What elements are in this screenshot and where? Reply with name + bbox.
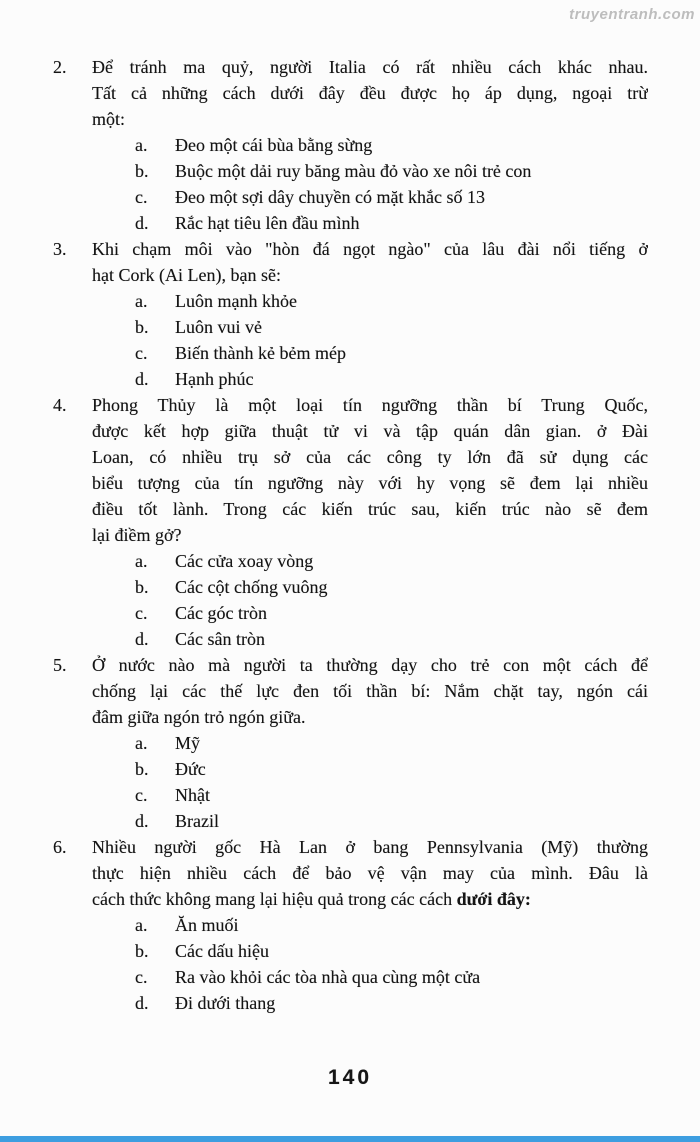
question-options	[135, 730, 648, 834]
option-item	[135, 782, 648, 808]
option-letter: b.	[135, 941, 149, 961]
question-text-line: Để tránh ma quỷ, người Italia có rất nhiều cách khác nhau.	[92, 57, 648, 77]
option-letter: d.	[135, 213, 149, 233]
question-text-line: Loan, có nhiều trụ sở của các công ty lớn đã sử dụng các	[92, 447, 648, 467]
question-item	[53, 392, 648, 652]
option-item	[135, 990, 648, 1016]
question-number: 5.	[53, 655, 67, 675]
question-text-line: thực hiện nhiều cách để bảo vệ vận may của mình. Đâu là	[92, 863, 648, 883]
option-text: Brazil	[175, 811, 219, 831]
option-item	[135, 574, 648, 600]
option-letter: a.	[135, 733, 148, 753]
question-body	[92, 236, 648, 392]
option-letter: a.	[135, 291, 148, 311]
question-text-line: điều tốt lành. Trong các kiến trúc sau, kiến trúc nào sẽ đem	[92, 499, 648, 519]
question-body	[92, 652, 648, 834]
question-options	[135, 548, 648, 652]
question-text-line: Phong Thủy là một loại tín ngưỡng thần bí Trung Quốc,	[92, 395, 648, 415]
option-text: Hạnh phúc	[175, 369, 254, 389]
option-text: Đeo một cái bùa bằng sừng	[175, 135, 373, 155]
option-item	[135, 158, 648, 184]
question-number: 6.	[53, 837, 67, 857]
option-text: Buộc một dải ruy băng màu đỏ vào xe nôi trẻ con	[175, 161, 532, 181]
question-text-line: Ở nước nào mà người ta thường dạy cho trẻ con một cách để	[92, 655, 648, 675]
option-text: Các cửa xoay vòng	[175, 551, 314, 571]
question-number: 4.	[53, 395, 67, 415]
option-item	[135, 912, 648, 938]
option-text: Mỹ	[175, 733, 201, 753]
question-text-line: được kết hợp giữa thuật tử vi và tập quán dân gian. ở Đài	[92, 421, 648, 441]
option-letter: c.	[135, 187, 148, 207]
option-letter: b.	[135, 577, 149, 597]
option-item	[135, 808, 648, 834]
question-number: 3.	[53, 239, 67, 259]
question-text	[92, 834, 648, 912]
page-number: 140	[327, 1066, 373, 1089]
option-text: Luôn mạnh khỏe	[175, 291, 297, 311]
bottom-bar	[0, 1136, 700, 1142]
option-letter: d.	[135, 993, 149, 1013]
question-text-line: lại điềm gở?	[92, 525, 182, 545]
option-item	[135, 314, 648, 340]
option-letter: b.	[135, 161, 149, 181]
question-item	[53, 236, 648, 392]
option-text: Đeo một sợi dây chuyền có mặt khắc số 13	[175, 187, 485, 207]
option-text: Ăn muối	[175, 915, 239, 935]
question-text-line: Tất cả những cách dưới đây đều được họ áp dụng, ngoại trừ	[92, 83, 648, 103]
option-text: Nhật	[175, 785, 210, 805]
option-text: Ra vào khỏi các tòa nhà qua cùng một cửa	[175, 967, 481, 987]
option-letter: b.	[135, 317, 149, 337]
option-text: Rắc hạt tiêu lên đầu mình	[175, 213, 360, 233]
option-text: Các dấu hiệu	[175, 941, 269, 961]
option-letter: d.	[135, 629, 149, 649]
option-text: Đức	[175, 759, 206, 779]
question-item	[53, 652, 648, 834]
question-text	[92, 392, 648, 548]
question-text-line: chống lại các thế lực đen tối thần bí: Nắm chặt tay, ngón cái	[92, 681, 648, 701]
option-letter: d.	[135, 369, 149, 389]
option-item	[135, 730, 648, 756]
question-text-line: đâm giữa ngón trỏ ngón giữa.	[92, 707, 306, 727]
option-letter: c.	[135, 785, 148, 805]
question-body	[92, 54, 648, 236]
option-item	[135, 366, 648, 392]
option-item	[135, 132, 648, 158]
question-text-line: biểu tượng của tín ngưỡng này với hy vọng sẽ đem lại nhiều	[92, 473, 648, 493]
option-letter: c.	[135, 967, 148, 987]
question-list	[53, 54, 648, 1016]
option-letter: a.	[135, 135, 148, 155]
option-text: Các góc tròn	[175, 603, 267, 623]
question-options	[135, 912, 648, 1016]
option-letter: a.	[135, 551, 148, 571]
option-item	[135, 288, 648, 314]
question-item	[53, 54, 648, 236]
question-text-line: Khi chạm môi vào "hòn đá ngọt ngào" của lâu đài nổi tiếng ở	[92, 239, 648, 259]
option-letter: d.	[135, 811, 149, 831]
question-body	[92, 834, 648, 1016]
option-letter: c.	[135, 343, 148, 363]
question-text	[92, 236, 648, 288]
question-text	[92, 652, 648, 730]
question-text-line: cách thức không mang lại hiệu quả trong các cách dưới đây:	[92, 889, 531, 909]
question-options	[135, 132, 648, 236]
question-text-line: Nhiều người gốc Hà Lan ở bang Pennsylvania (Mỹ) thường	[92, 837, 648, 857]
question-number: 2.	[53, 57, 67, 77]
option-letter: b.	[135, 759, 149, 779]
option-text: Luôn vui vẻ	[175, 317, 262, 337]
option-text: Các cột chống vuông	[175, 577, 328, 597]
option-letter: c.	[135, 603, 148, 623]
question-body	[92, 392, 648, 652]
option-text: Đi dưới thang	[175, 993, 276, 1013]
option-item	[135, 600, 648, 626]
option-item	[135, 938, 648, 964]
question-options	[135, 288, 648, 392]
watermark: truyentranh.com	[569, 6, 695, 23]
option-item	[135, 964, 648, 990]
option-letter: a.	[135, 915, 148, 935]
option-item	[135, 626, 648, 652]
option-item	[135, 756, 648, 782]
option-text: Các sân tròn	[175, 629, 265, 649]
question-text-line: một:	[92, 109, 126, 129]
option-item	[135, 340, 648, 366]
option-item	[135, 210, 648, 236]
option-item	[135, 184, 648, 210]
option-text: Biến thành kẻ bẻm mép	[175, 343, 346, 363]
option-item	[135, 548, 648, 574]
question-item	[53, 834, 648, 1016]
question-text	[92, 54, 648, 132]
question-text-line: hạt Cork (Ai Len), bạn sẽ:	[92, 265, 281, 285]
